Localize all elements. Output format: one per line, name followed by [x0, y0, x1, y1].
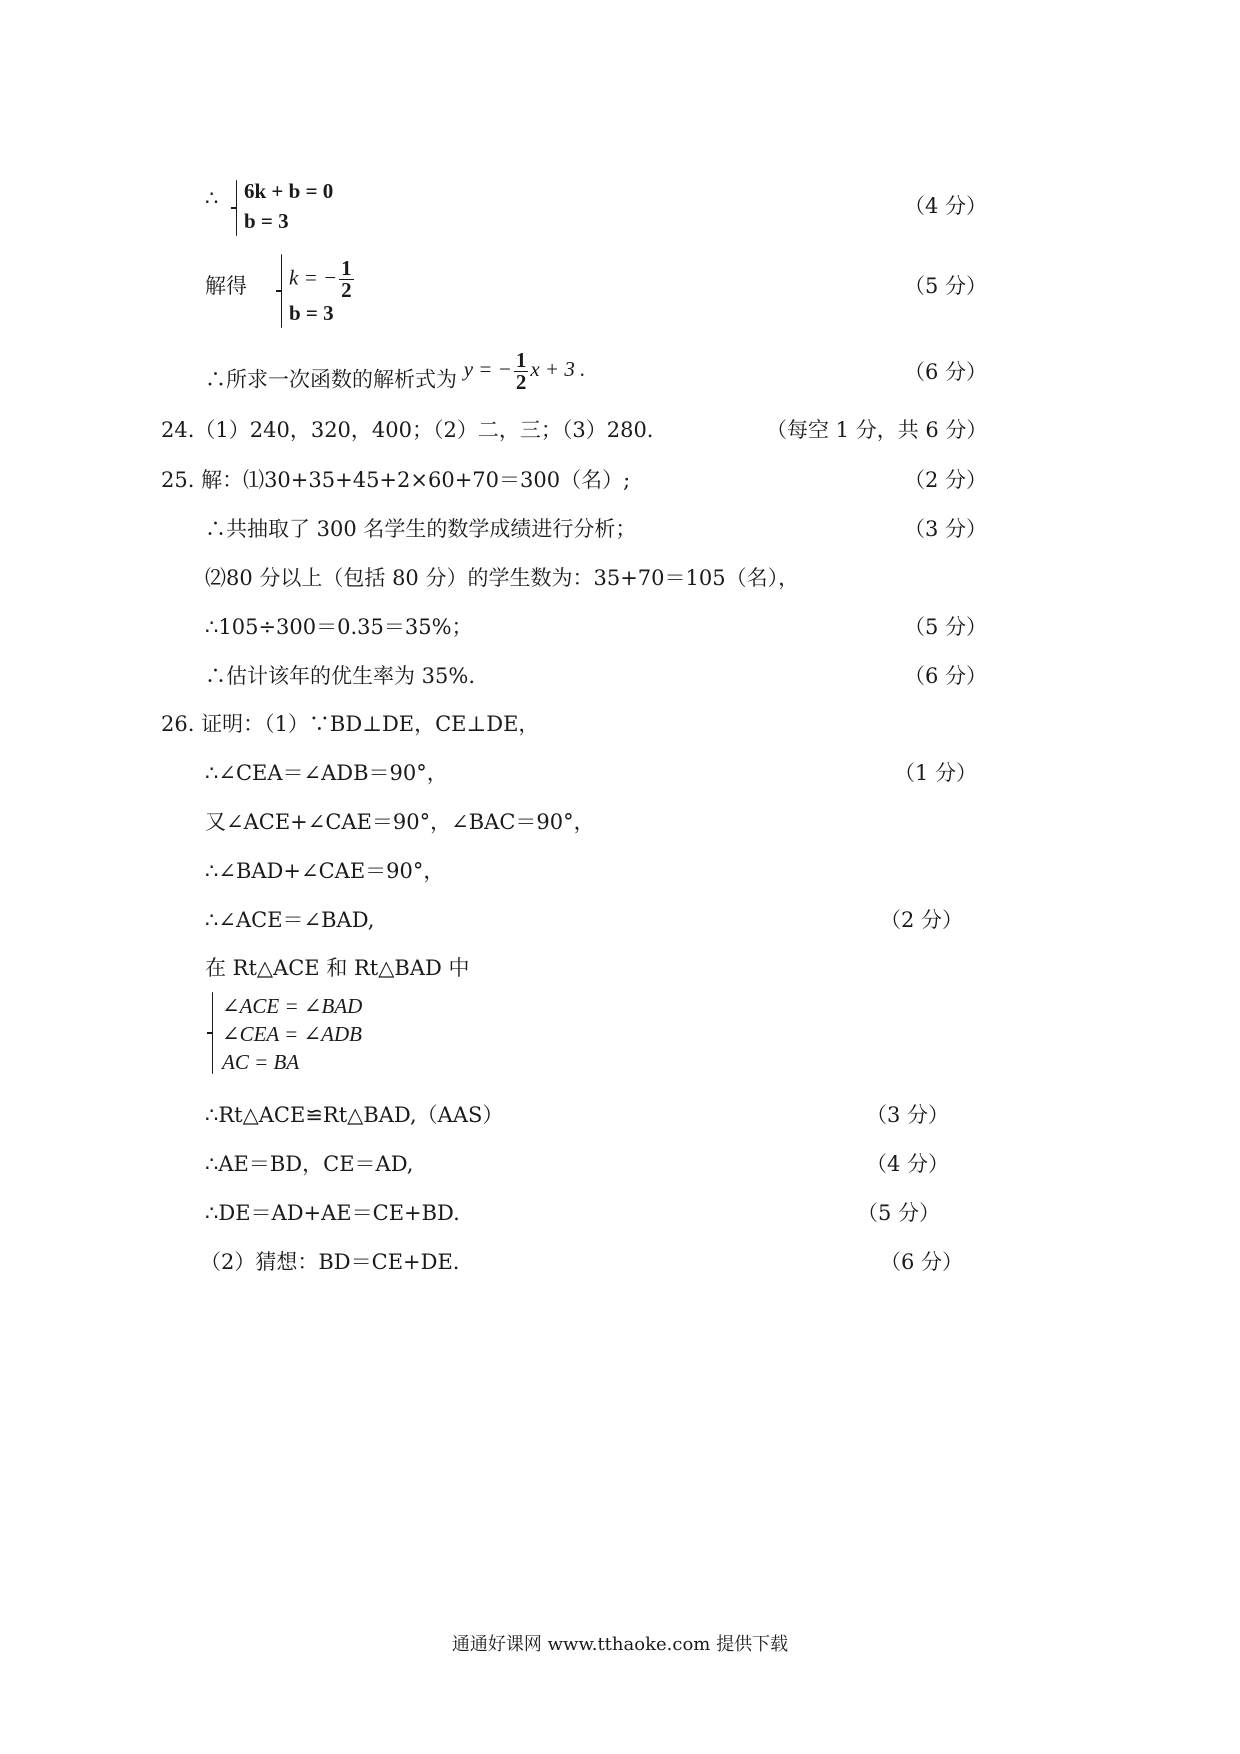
q26-line-7: ∴Rt△ACE≌Rt△BAD,（AAS）: [205, 1103, 504, 1127]
q25-score-5: （5 分）: [904, 615, 988, 639]
congruence-condition-1: ∠ACE = ∠BAD: [222, 994, 363, 1018]
q25-score-2: （2 分）: [904, 468, 988, 492]
q26-line-5: ∴∠ACE＝∠BAD,: [205, 908, 375, 932]
q26-line-10: （2）猜想：BD＝CE+DE.: [200, 1250, 460, 1274]
q26-line-6: 在 Rt△ACE 和 Rt△BAD 中: [205, 956, 470, 980]
q26-score-2: （2 分）: [880, 908, 964, 932]
q26-score-1: （1 分）: [894, 761, 978, 785]
q26-line-8: ∴AE＝BD，CE＝AD,: [205, 1152, 414, 1176]
q26-line-4: ∴∠BAD+∠CAE＝90°，: [205, 859, 445, 883]
system-1-equation-2: b = 3: [244, 209, 289, 233]
page-footer: 通通好课网 www.tthaoke.com 提供下载: [451, 1634, 789, 1655]
q26-score-6: （6 分）: [880, 1250, 964, 1274]
congruence-condition-3: AC = BA: [222, 1050, 300, 1074]
q25-line-5: ∴估计该年的优生率为 35%.: [205, 664, 476, 688]
q25-line-4: ∴105÷300＝0.35＝35%；: [205, 615, 473, 639]
system-2-equation-1: k = − $\frac{1}{2}$: [289, 256, 352, 302]
system-2-equation-2: b = 3: [289, 301, 334, 325]
q25-score-3: （3 分）: [904, 517, 988, 541]
score-4: （4 分）: [904, 194, 988, 218]
system-brace-3: [212, 992, 213, 1074]
q26-line-2: ∴∠CEA＝∠ADB＝90°，: [205, 761, 448, 785]
q24-score: （每空 1 分，共 6 分）: [766, 418, 988, 442]
score-5: （5 分）: [904, 274, 988, 298]
q24-answer: 24.（1）240，320，400；（2）二，三；（3）280.: [161, 418, 654, 442]
q26-line-1: 26. 证明：（1）∵BD⊥DE，CE⊥DE，: [161, 712, 540, 736]
q26-line-9: ∴DE＝AD+AE＝CE+BD.: [205, 1201, 460, 1225]
congruence-condition-2: ∠CEA = ∠ADB: [222, 1022, 362, 1046]
system-1-equation-1: 6k + b = 0: [244, 179, 334, 203]
conclusion-line: ∴所求一次函数的解析式为 y = − $\frac{1}{2}$ x + 3 .: [205, 348, 586, 394]
q25-line-1: 25. 解：⑴30+35+45+2×60+70＝300（名）;: [161, 468, 631, 492]
solve-label: 解得: [205, 274, 247, 298]
q26-score-5: （5 分）: [857, 1201, 941, 1225]
system-brace-1: [236, 180, 237, 236]
q26-score-3: （3 分）: [866, 1103, 950, 1127]
score-6: （6 分）: [904, 360, 988, 384]
q25-line-2: ∴共抽取了 300 名学生的数学成绩进行分析；: [205, 517, 637, 541]
q26-line-3: 又∠ACE+∠CAE＝90°，∠BAC＝90°，: [205, 810, 595, 834]
q25-line-3: ⑵80 分以上（包括 80 分）的学生数为：35+70＝105（名），: [205, 566, 800, 590]
q25-score-6: （6 分）: [904, 664, 988, 688]
therefore-symbol: ∴: [205, 186, 219, 210]
system-brace-2: [281, 254, 282, 328]
q26-score-4: （4 分）: [866, 1152, 950, 1176]
